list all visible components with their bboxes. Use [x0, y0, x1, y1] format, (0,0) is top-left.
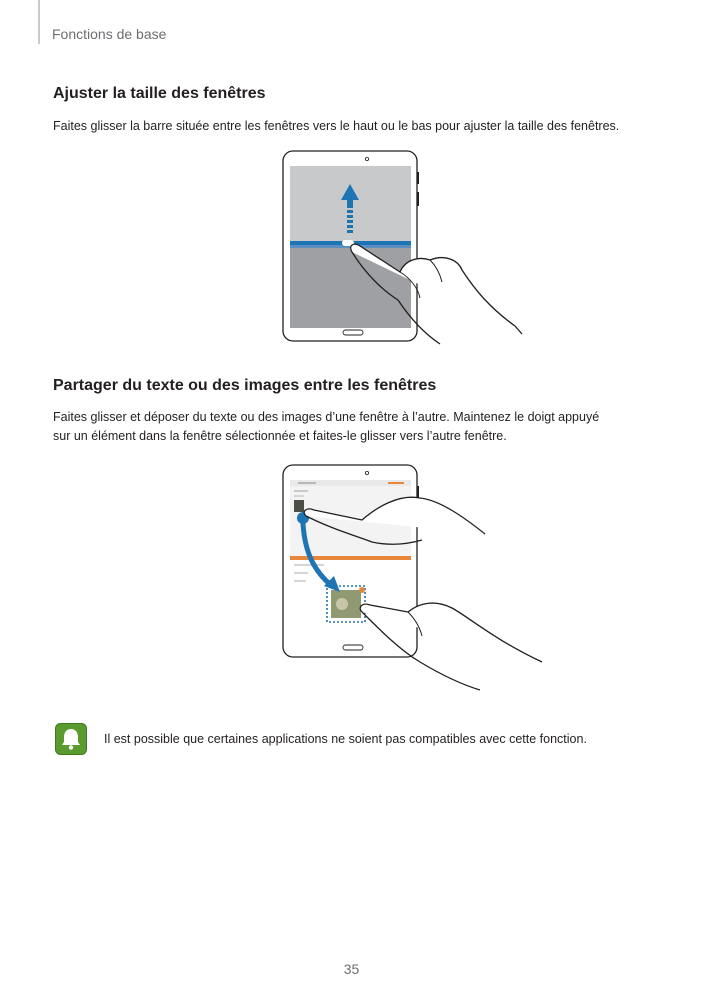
image-detail: [336, 598, 348, 610]
arrow-dash: [347, 220, 353, 223]
thumbnail-image: [294, 500, 304, 512]
header-rule: [38, 0, 40, 44]
note-text: Il est possible que certaines applications ne soient pas compatibles avec cette fonction.: [104, 732, 587, 746]
running-header: Fonctions de base: [52, 26, 167, 42]
text-line: [294, 572, 308, 574]
page-number: 35: [343, 961, 360, 977]
section-title-resize: Ajuster la taille des fenêtres: [53, 85, 266, 102]
illustration-resize-windows: [270, 148, 530, 348]
text-line: [294, 564, 324, 566]
bell-icon: [55, 723, 87, 755]
tablet-side-button: [417, 486, 419, 498]
tablet-side-button: [417, 192, 419, 206]
arrow-dash: [347, 230, 353, 233]
toolbar-placeholder: [298, 482, 316, 484]
bell-clapper: [69, 745, 73, 749]
bottom-window: [290, 248, 411, 328]
text-line: [294, 490, 308, 492]
toolbar-action: [388, 482, 404, 484]
arrow-dash: [347, 225, 353, 228]
section-title-share: Partager du texte ou des images entre les fenêtres: [53, 377, 437, 394]
section-body-share-line2: sur un élément dans la fenêtre sélectionnée et faites-le glisser vers l’autre fenêtre.: [53, 429, 507, 443]
arrow-dash: [347, 210, 353, 213]
tablet-side-button: [417, 172, 419, 184]
section-body-share-line1: Faites glisser et déposer du texte ou des images d’une fenêtre à l’autre. Maintenez le doigt appuyé: [53, 410, 600, 424]
text-line: [294, 495, 304, 497]
text-line: [294, 580, 306, 582]
section-body-resize: Faites glisser la barre située entre les fenêtres vers le haut ou le bas pour ajuster la taille des fenêtres.: [53, 119, 620, 133]
drag-badge: [359, 587, 365, 593]
illustration-share-content: [270, 462, 545, 692]
arrow-dash: [347, 215, 353, 218]
